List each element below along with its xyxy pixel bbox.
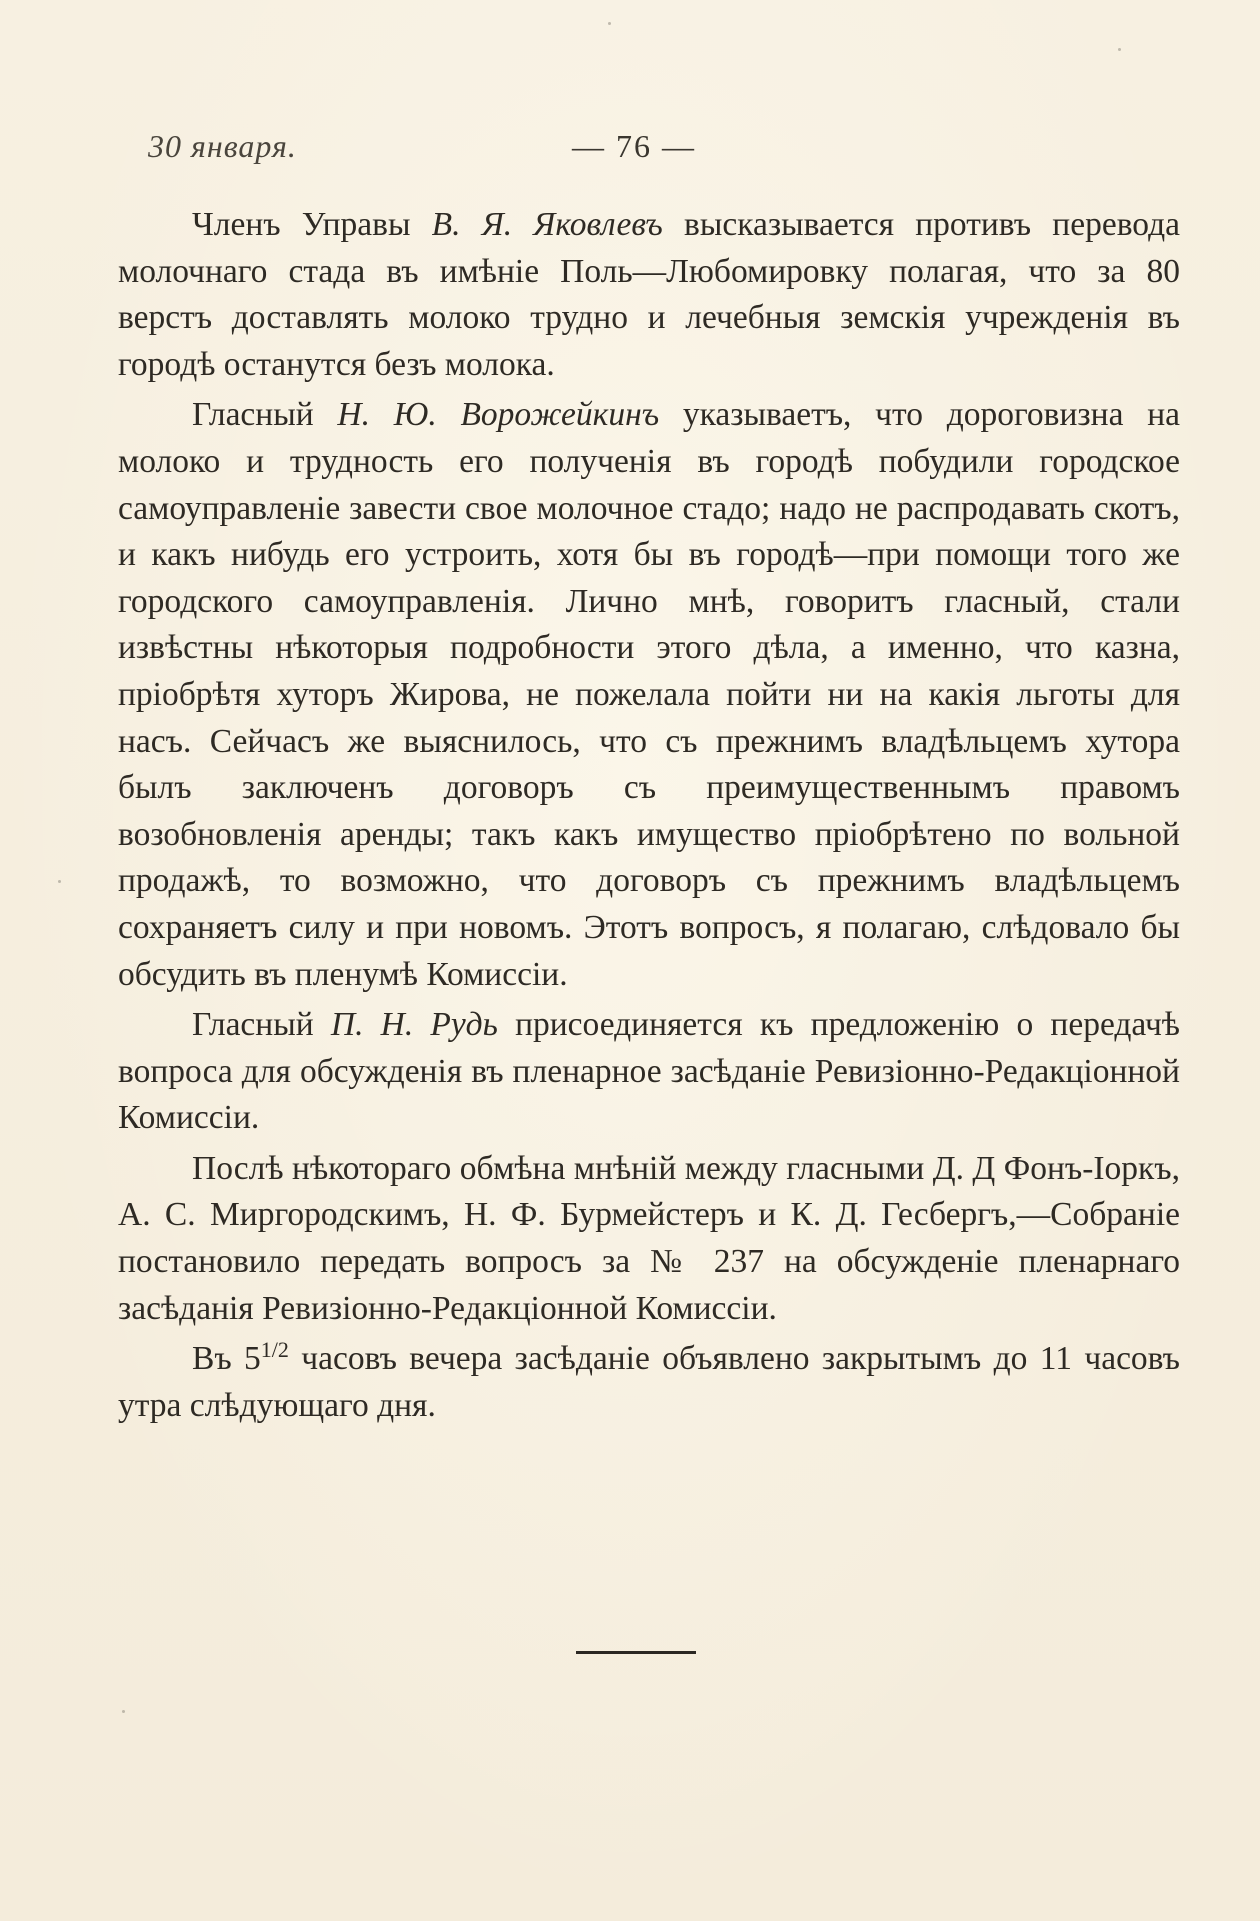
person-name: П. Н. Рудь xyxy=(330,1006,498,1044)
paper-speck xyxy=(122,1710,125,1713)
paragraph-text: указываетъ, что дороговизна на молоко и трудность его полученія въ городѣ побудили городское самоуправленіе завести свое молочное стадо; надо не распродавать скотъ, и какъ нибудь его устроить, хотя бы въ городѣ—при помощи того же городского самоуправленія. Лично мнѣ, говоритъ гласный, стали извѣстны нѣкоторыя подробности этого дѣла, а именно, что казна, пріобрѣтя хуторъ Жирова, не пожелала пойти ни на какія льготы для насъ. Сейчасъ же выяснилось, что съ прежнимъ владѣльцемъ хутора былъ заключенъ договоръ съ преимущественнымъ правомъ возобновленія аренды; такъ какъ имущество пріобрѣтено по вольной продажѣ, то возможно, что договоръ съ прежнимъ владѣльцемъ сохраняетъ силу и при новомъ. Этотъ вопросъ, я полагаю, слѣдовало бы обсудить въ пленумѣ Комиссіи. xyxy=(118,396,1180,993)
paper-speck xyxy=(1118,48,1121,51)
paragraph-text: присоединяется къ предложенію о передачѣ вопроса для обсужденія въ пленарное засѣданіе Ревизіонно-Редакціонной Комиссіи. xyxy=(118,1006,1180,1137)
body-text xyxy=(118,202,1180,1429)
paragraph-text: Послѣ нѣкотораго обмѣна мнѣній между гласными Д. Д Фонъ-Іоркъ, А. С. Миргородскимъ, Н. Ф. Бурмейстеръ и К. Д. Гесбергъ,—Собраніе постановило передать вопросъ за № 237 на обсужденіе пленарнаго засѣданія Ревизіонно-Редакціонной Комиссіи. xyxy=(118,1149,1180,1327)
person-name: Н. Ю. Ворожейкинъ xyxy=(337,396,660,434)
paragraph xyxy=(118,392,1180,998)
page-number: — 76 — xyxy=(572,128,696,164)
paragraph xyxy=(118,202,1180,388)
paper-speck xyxy=(608,22,611,25)
paragraph-text: часовъ вечера засѣданіе объявлено закрытымъ до 11 часовъ утра слѣдующаго дня. xyxy=(118,1340,1180,1424)
paragraph-text: высказывается противъ перевода молочнаго стада въ имѣніе Поль—Любомировку полагая, что за 80 верстъ доставлять молоко трудно и лечебныя земскія учрежденія въ городѣ останутся безъ молока. xyxy=(118,206,1180,383)
paragraph xyxy=(118,1002,1180,1142)
paragraph xyxy=(118,1146,1180,1332)
paragraph xyxy=(118,1336,1180,1429)
page-header xyxy=(0,128,1260,172)
person-name: В. Я. Яковлевъ xyxy=(431,206,663,243)
fraction: 1/2 xyxy=(260,1337,289,1363)
paragraph-text: Гласный xyxy=(192,396,338,434)
paragraph-text: Въ 5 xyxy=(192,1340,261,1378)
paper-speck xyxy=(58,880,61,883)
end-rule xyxy=(576,1651,696,1654)
paragraph-text: Членъ Управы xyxy=(192,206,432,243)
header-date: 30 января. xyxy=(148,128,297,164)
paragraph-text: Гласный xyxy=(192,1006,331,1044)
